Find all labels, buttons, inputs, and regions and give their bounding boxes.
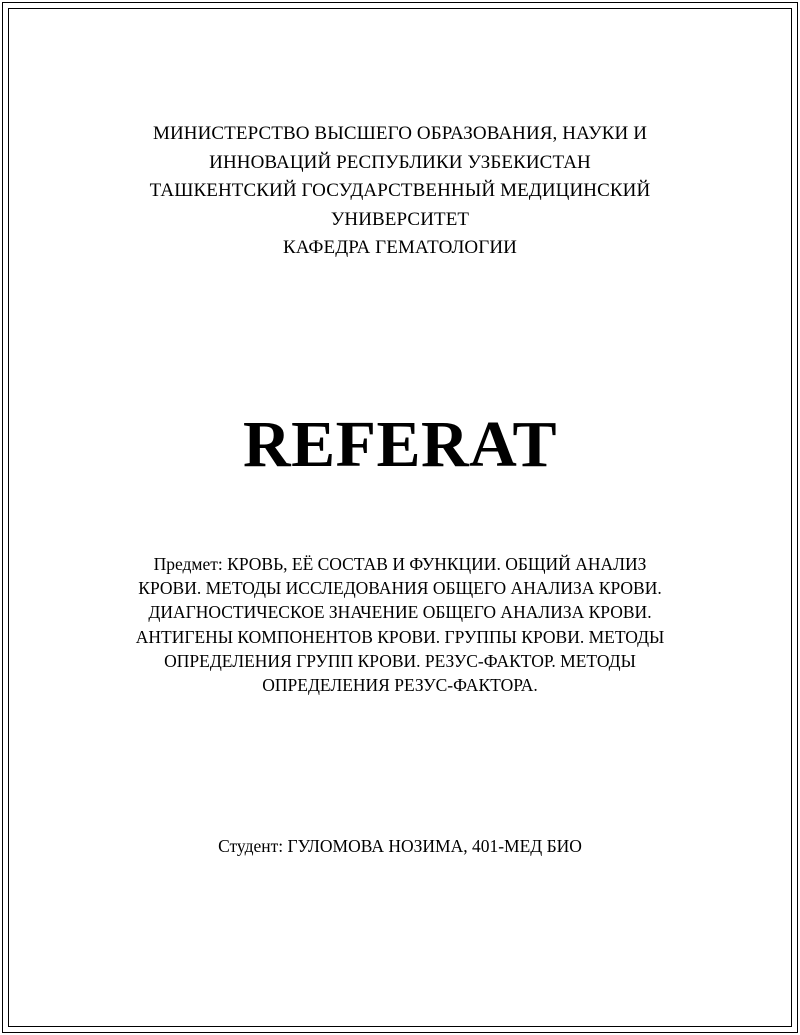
document-title: REFERAT: [243, 408, 557, 481]
subject-line: АНТИГЕНЫ КОМПОНЕНТОВ КРОВИ. ГРУППЫ КРОВИ. МЕТОДЫ: [135, 626, 665, 647]
subject-line: ОПРЕДЕЛЕНИЯ ГРУПП КРОВИ. РЕЗУС-ФАКТОР. МЕТОДЫ: [164, 650, 636, 671]
subject-line: ДИАГНОСТИЧЕСКОЕ ЗНАЧЕНИЕ ОБЩЕГО АНАЛИЗА КРОВИ.: [148, 602, 652, 623]
header-line: ИННОВАЦИЙ РЕСПУБЛИКИ УЗБЕКИСТАН: [209, 151, 591, 173]
subject-line: Предмет: КРОВЬ, ЕЁ СОСТАВ И ФУНКЦИИ. ОБЩИЙ АНАЛИЗ: [153, 554, 647, 574]
subject-block: [90, 552, 710, 697]
institution-header: [60, 120, 740, 263]
header-line: МИНИСТЕРСТВО ВЫСШЕГО ОБРАЗОВАНИЯ, НАУКИ И: [152, 123, 648, 144]
department-line: КАФЕДРА ГЕМАТОЛОГИИ: [283, 237, 517, 258]
header-line: УНИВЕРСИТЕТ: [330, 208, 470, 230]
subject-line: КРОВИ. МЕТОДЫ ИССЛЕДОВАНИЯ ОБЩЕГО АНАЛИЗА КРОВИ.: [138, 578, 662, 599]
header-line: ТАШКЕНТСКИЙ ГОСУДАРСТВЕННЫЙ МЕДИЦИНСКИЙ: [149, 180, 651, 201]
student-info: Студент: ГУЛОМОВА НОЗИМА, 401-МЕД БИО: [218, 836, 582, 856]
subject-line: ОПРЕДЕЛЕНИЯ РЕЗУС-ФАКТОРА.: [262, 675, 538, 696]
